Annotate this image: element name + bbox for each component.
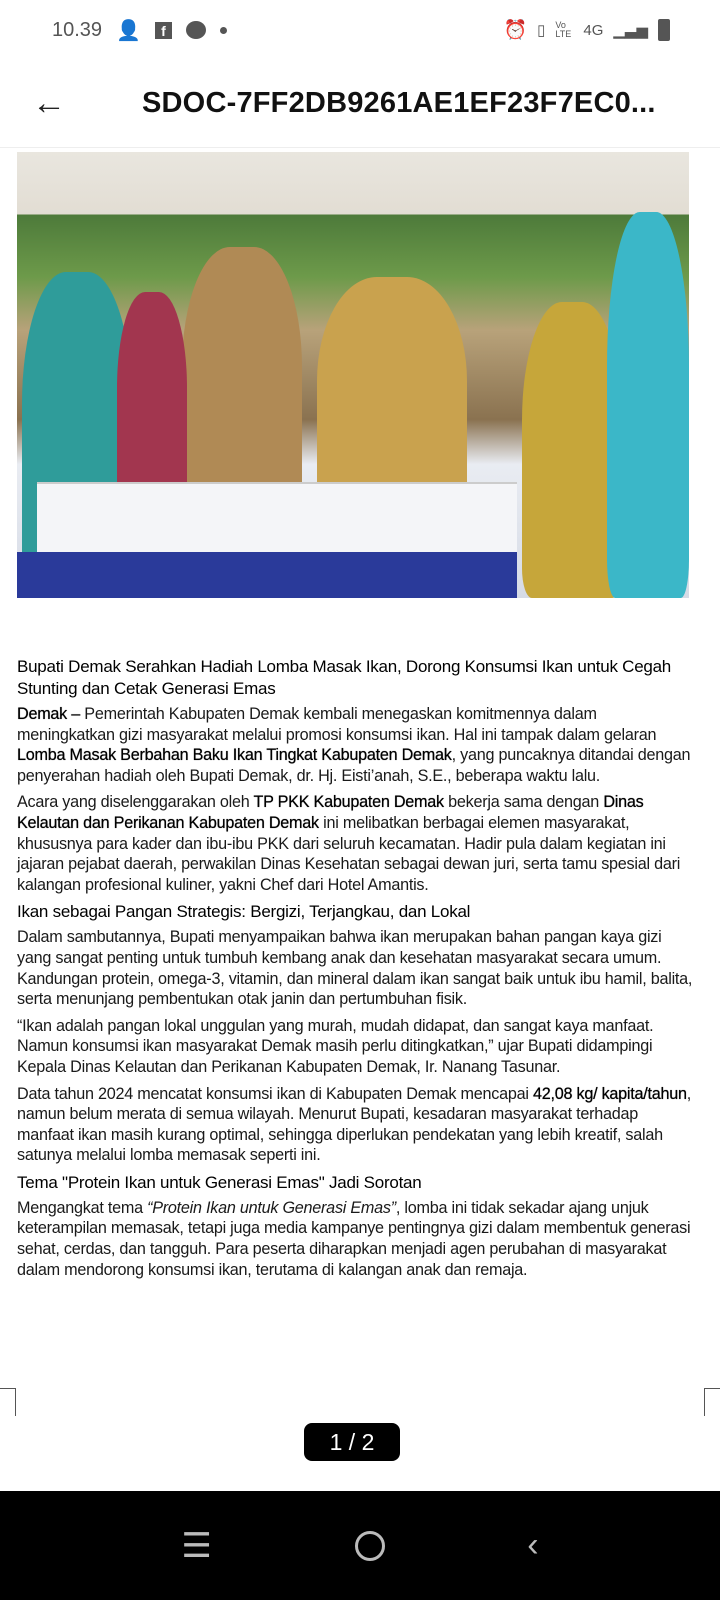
- bold-text: 42,08 kg/ kapita/tahun: [532, 1084, 687, 1103]
- page-corner-right: [704, 1388, 720, 1416]
- system-nav-bar: [0, 1491, 720, 1600]
- page-indicator: 1 / 2: [304, 1423, 400, 1461]
- back-nav-button[interactable]: ‹: [527, 1526, 539, 1564]
- status-time: 10.39: [52, 18, 103, 41]
- text-run: , yang puncaknya ditandai dengan penyerahan hadiah oleh Bupati Demak, dr. Hj. Eisti’anah, S.E., beberapa waktu lalu.: [17, 746, 691, 785]
- signal-icon: ▁▃▅: [613, 22, 648, 39]
- text-run: Tema "Protein Ikan untuk Generasi Emas" Jadi Sorotan: [17, 1172, 422, 1192]
- text-run: Pemerintah Kabupaten Demak kembali menegaskan komitmennya dalam meningkatkan gizi masyarakat melalui promosi konsumsi ikan. Hal ini tampak dalam gelaran: [17, 705, 657, 744]
- section-heading: [17, 656, 693, 700]
- text-run: Dalam sambutannya, Bupati menyampaikan bahwa ikan merupakan bahan pangan kaya gizi yang sangat penting untuk tumbuh kembang anak dan kesehatan masyarakat secara umum. Kandungan protein, omega-3, vitamin, dan mineral dalam ikan sangat baik untuk ibu hamil, balita, serta menunjang pembentukan otak janin dan pertumbuhan fisik.: [17, 928, 693, 1009]
- document-body: [17, 656, 693, 1286]
- vibrate-icon: ▯: [537, 22, 546, 39]
- bold-text: TP PKK Kabupaten Demak: [253, 793, 444, 812]
- paragraph: [17, 927, 693, 1009]
- italic-text: “Protein Ikan untuk Generasi Emas”: [147, 1198, 396, 1217]
- battery-icon: [658, 19, 670, 41]
- network-type: 4G: [583, 21, 604, 39]
- text-run: , namun belum merata di semua wilayah. Menurut Bupati, kesadaran masyarakat terhadap manfaat ikan masih kurang optimal, sehingga diperlukan pendekatan yang lebih kreatif, salah satunya melalui lomba memasak seperti ini.: [17, 1084, 692, 1165]
- bold-text: Dinas Kelautan dan Perikanan Kabupaten Demak: [17, 793, 644, 832]
- text-run: “Ikan adalah pangan lokal unggulan yang murah, mudah didapat, dan sangat kaya manfaat. Namun konsumsi ikan masyarakat Demak masih perlu ditingkatkan,” ujar Bupati didampingi Kepala Dinas Kelautan dan Perikanan Kabupaten Demak, Ir. Nanang Tasunar.: [17, 1016, 654, 1076]
- bold-text: Demak –: [17, 705, 81, 723]
- text-run: Ikan sebagai Pangan Strategis: Bergizi, Terjangkau, dan Lokal: [17, 902, 471, 922]
- section-heading: [17, 1172, 693, 1194]
- paragraph: [17, 704, 693, 786]
- bold-text: Lomba Masak Berbahan Baku Ikan Tingkat Kabupaten Demak: [17, 746, 452, 765]
- text-run: bekerja sama dengan: [443, 793, 604, 812]
- text-run: Mengangkat tema: [17, 1198, 148, 1217]
- paragraph: [17, 792, 693, 895]
- paragraph: [17, 1198, 693, 1280]
- back-button[interactable]: [24, 79, 74, 129]
- text-run: Data tahun 2024 mencatat konsumsi ikan di Kabupaten Demak mencapai: [17, 1084, 533, 1103]
- text-run: , lomba ini tidak sekadar ajang unjuk keterampilan memasak, tetapi juga media kampanye pentingnya gizi dalam membentuk generasi sehat, cerdas, dan tangguh. Para peserta diharapkan menjadi agen perubahan di masyarakat dalam mendorong konsumsi ikan, terutama di kalangan anak dan remaja.: [17, 1198, 691, 1279]
- page-corner-left: [0, 1388, 16, 1416]
- recent-apps-button[interactable]: ☰: [181, 1526, 212, 1565]
- volte-icon: Vo LTE: [555, 20, 572, 39]
- document-title: SDOC-7FF2DB9261AE1EF23F7EC0...: [142, 87, 656, 119]
- dot-icon: [220, 27, 227, 34]
- home-button[interactable]: [355, 1531, 385, 1561]
- arrow-left-icon: ←: [32, 84, 66, 122]
- status-bar: [0, 0, 720, 60]
- facebook-icon: f: [155, 22, 172, 39]
- text-run: ini melibatkan berbagai elemen masyarakat, khususnya para kader dan ibu-ibu PKK dari seluruh kecamatan. Hadir pula dalam kegiatan ini jajaran pejabat daerah, perwakilan Dinas Kesehatan sebagai dewan juri, serta tamu spesial dari kalangan profesional kuliner, yakni Chef dari Hotel Amantis.: [17, 813, 681, 894]
- add-contact-icon: 👤: [116, 19, 141, 42]
- text-run: Bupati Demak Serahkan Hadiah Lomba Masak Ikan, Dorong Konsumsi Ikan untuk Cegah Stunting dan Cetak Generasi Emas: [17, 657, 672, 698]
- chat-bubble-icon: [186, 21, 206, 39]
- paragraph: [17, 1084, 693, 1166]
- article-photo: [17, 152, 689, 598]
- text-run: Acara yang diselenggarakan oleh: [17, 793, 254, 812]
- paragraph: [17, 1016, 693, 1078]
- app-bar: [0, 60, 720, 148]
- section-heading: [17, 901, 693, 923]
- alarm-icon: ⏰: [503, 20, 528, 41]
